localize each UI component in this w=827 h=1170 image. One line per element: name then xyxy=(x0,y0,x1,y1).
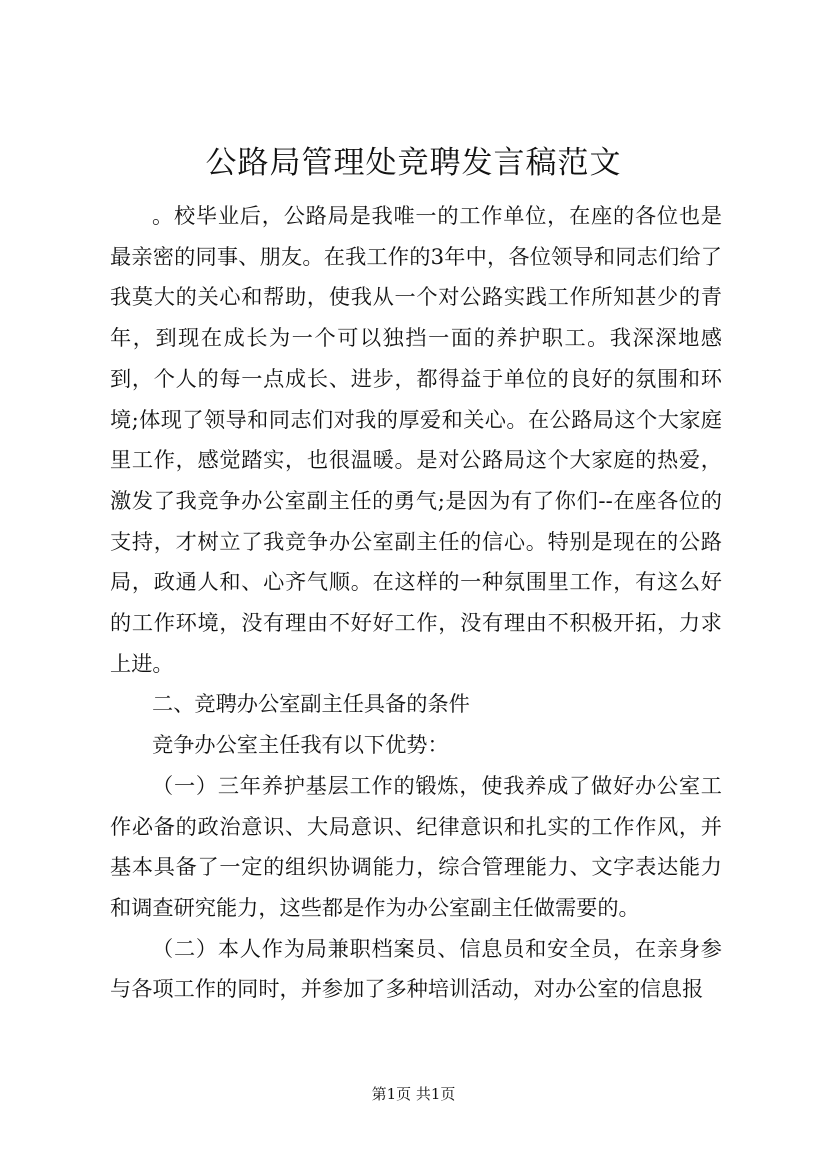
document-body xyxy=(110,196,722,1010)
paragraph-advantage-one: （一）三年养护基层工作的锻炼，使我养成了做好办公室工作必备的政治意识、大局意识、纪律意识和扎实的工作作风，并基本具备了一定的组织协调能力，综合管理能力、文字表达能力和调查研究能力，这些都是作为办公室副主任做需要的。 xyxy=(110,772,722,920)
page-number-footer: 第1页 共1页 xyxy=(371,1085,456,1103)
paragraph-advantages-intro: 竞争办公室主任我有以下优势： xyxy=(152,732,449,758)
paragraph-intro: 。校毕业后，公路局是我唯一的工作单位，在座的各位也是最亲密的同事、朋友。在我工作的3年中，各位领导和同志们给了我莫大的关心和帮助，使我从一个对公路实践工作所知甚少的青年，到现在成长为一个可以独挡一面的养护职工。我深深地感到，个人的每一点成长、进步，都得益于单位的良好的氛围和环境;体现了领导和同志们对我的厚爱和关心。在公路局这个大家庭里工作，感觉踏实，也很温暖。是对公路局这个大家庭的热爱，激发了我竞争办公室副主任的勇气;是因为有了你们--在座各位的支持，才树立了我竞争办公室副主任的信心。特别是现在的公路局，政通人和、心齐气顺。在这样的一种氛围里工作，有这么好的工作环境，没有理由不好好工作，没有理由不积极开拓，力求上进。 xyxy=(110,203,722,676)
paragraph-advantage-two: （二）本人作为局兼职档案员、信息员和安全员，在亲身参与各项工作的同时，并参加了多种培训活动，对办公室的信息报 xyxy=(110,935,722,1002)
document-title: 公路局管理处竞聘发言稿范文 xyxy=(205,145,622,181)
paragraph-section-heading: 二、竞聘办公室副主任具备的条件 xyxy=(152,691,470,717)
